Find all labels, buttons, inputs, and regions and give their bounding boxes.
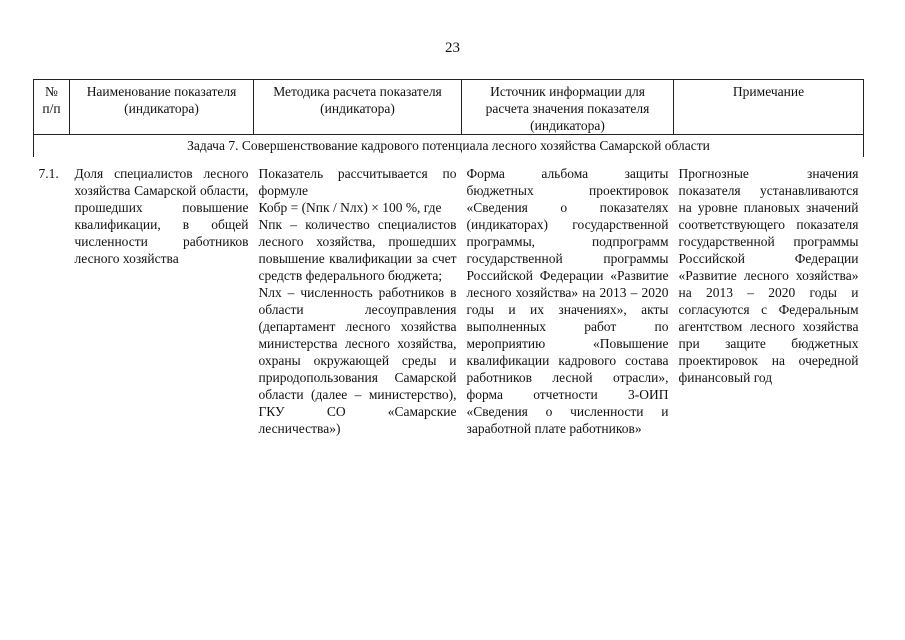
row-number: 7.1.	[38, 166, 59, 181]
indicator-name: Доля специалистов лесного хозяйства Самарской области, прошедших повышение квалификации, в общей численности работников лесного хозяйства	[74, 166, 249, 266]
header-num: № п/п	[34, 80, 70, 135]
header-method: Методика расчета показателя (индикатора)	[254, 80, 462, 135]
method-formula: Кобр = (Nпк / Nлх) × 100 %, где	[258, 200, 442, 215]
header-name: Наименование показателя (индикатора)	[70, 80, 254, 135]
note-cell: Прогнозные значения показателя устанавливаются на уровне плановых значений соответствующего показателя государственной программы Российской Федерации «Развитие лесного хозяйства» на 2013 – 2020 годы и согласуются с Федеральным агентством лесного хозяйства при защите бюджетных проектировок на очередной финансовый год	[678, 166, 859, 385]
header-note: Примечание	[674, 80, 864, 135]
page-number: 23	[445, 40, 460, 56]
method-cell	[254, 157, 462, 477]
task-title-row	[34, 135, 864, 158]
table-row	[34, 157, 864, 477]
task-title: Задача 7. Совершенствование кадрового потенциала лесного хозяйства Самарской области	[34, 135, 864, 158]
method-npk: Nпк – количество специалистов лесного хозяйства, прошедших повышение квалификации за счет средств федерального бюджета;	[258, 217, 457, 283]
method-nlh: Nлх – численность работников в области лесоуправления (департамент лесного хозяйства министерства лесного хозяйства, охраны окружающей среды и природопользования Самарской области (далее – министерство), ГКУ СО «Самарские лесничества»)	[258, 285, 457, 436]
table-header-row	[34, 80, 864, 135]
method-intro: Показатель рассчитывается по формуле	[258, 166, 457, 198]
header-source: Источник информации для расчета значения показателя (индикатора)	[462, 80, 674, 135]
source-cell: Форма альбома защиты бюджетных проектировок «Сведения о показателях (индикаторах) государственной программы, подпрограмм государственной программы Российской Федерации «Развитие лесного хозяйства» на 2013 – 2020 годы и их значениях», акты выполненных работ по мероприятию «Повышение квалификации кадрового состава работников лесной отрасли», форма отчетности 3-ОИП «Сведения о численности и заработной плате работников»	[466, 166, 669, 436]
indicator-table	[33, 79, 864, 477]
